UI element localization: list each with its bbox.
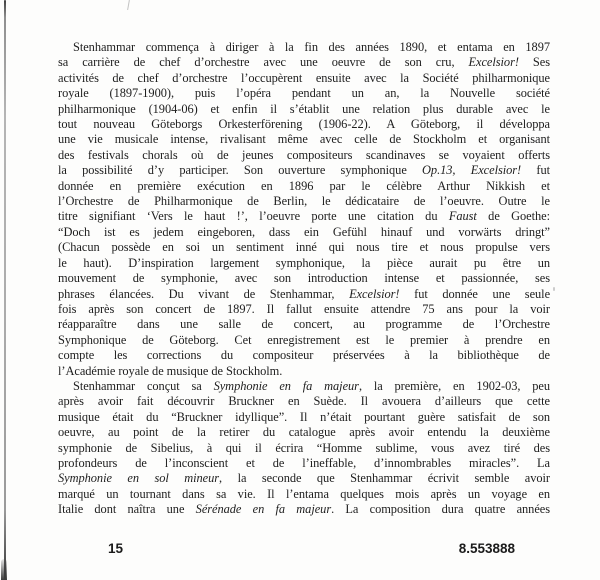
text-run: compte les corrections du compositeur préservées à la bibliothèque de: [58, 348, 550, 363]
text-line-p1-l22: [58, 364, 550, 379]
liner-notes-body-text: [58, 40, 550, 518]
scan-speck-artifact: [553, 287, 555, 291]
text-run: réapparaître dans une salle de concert, au programme de l’Orchestre: [58, 317, 550, 332]
text-line-p2-l3: [58, 410, 550, 425]
catalog-number: 8.553888: [458, 541, 515, 556]
italic-text-run: Excelsior!: [349, 286, 400, 301]
text-run: profondeurs de l’inconscient et de l’ineffable, d’innombrables miracles”. La: [58, 455, 550, 470]
text-run: Ses: [518, 55, 550, 70]
page-footer: [0, 541, 600, 561]
text-run: Stenhammar commença à diriger à la fin des années 1890, et entama en 1897: [73, 40, 550, 54]
text-line-p1-l14: [58, 240, 550, 255]
text-run: après avoir fait découvrir Bruckner en Suède. Il avouera d’ailleurs que cette: [58, 394, 550, 409]
page-number: 15: [108, 541, 124, 556]
text-line-p2-l9: [58, 502, 550, 517]
text-line-p2-l4: [58, 425, 550, 440]
text-line-p2-l1: [58, 379, 550, 394]
text-run: activités de chef d’orchestre l’occupèrent ensuite avec la Société philharmonique: [58, 70, 550, 85]
text-run: (Chacun possède en soi un sentiment inné qui nous tire et nous propulse vers: [58, 240, 550, 255]
text-run: philharmonique (1904-06) et enfin il s’établit une relation plus durable avec le: [58, 101, 550, 116]
text-line-p1-l7: [58, 132, 550, 147]
text-line-p2-l2: [58, 394, 550, 409]
text-run: fois après son concert de 1897. Il fallut ensuite attendre 75 ans pour la voir: [58, 301, 550, 316]
text-run: musique était du “Bruckner idyllique”. Il n’était pourtant guère satisfait de son: [58, 409, 550, 424]
text-run: phrases élancées. Du vivant de Stenhammar,: [58, 286, 350, 301]
text-run: sa carrière de chef d’orchestre avec une oeuvre de son cru,: [58, 55, 469, 70]
text-line-p1-l11: [58, 194, 550, 209]
italic-text-run: Faust: [448, 209, 477, 224]
text-line-p1-l9: [58, 163, 550, 178]
text-run: . La composition dura quatre années: [331, 502, 551, 517]
italic-text-run: Sérénade en fa majeur: [195, 502, 332, 517]
text-line-p2-l6: [58, 456, 550, 471]
text-line-p1-l15: [58, 256, 550, 271]
text-line-p1-l20: [58, 333, 550, 348]
text-line-p1-l21: [58, 348, 550, 363]
text-run: titre signifiant ‘Vers le haut !’, l’oeuvre porte une citation du: [58, 209, 449, 224]
text-line-p1-l17: [58, 287, 550, 302]
text-run: mouvement de symphonie, avec son introduction intense et passionnée, ses: [58, 271, 550, 286]
scan-edge-blob-artifact: [1, 559, 7, 580]
scan-scratch-artifact: [127, 0, 130, 10]
text-line-p1-l3: [58, 71, 550, 86]
text-line-p2-l7: [58, 471, 550, 486]
italic-text-run: Symphonie en sol mineur: [58, 471, 220, 486]
text-run: l’Orchestre de Philharmonique de Berlin, le dédicataire de l’oeuvre. Outre le: [58, 194, 550, 209]
text-line-p1-l2: [58, 55, 550, 70]
italic-text-run: Op.13, Excelsior!: [422, 163, 522, 178]
text-run: de Goethe:: [476, 209, 550, 224]
text-line-p1-l4: [58, 86, 550, 101]
text-run: le haut). D’inspiration largement symphonique, la pièce aurait pu être un: [58, 255, 550, 270]
text-run: tout nouveau Göteborgs Orkesterförening (1906-22). A Göteborg, il développa: [58, 117, 550, 132]
text-line-p1-l13: [58, 225, 550, 240]
text-line-p1-l18: [58, 302, 550, 317]
text-run: la possibilité d’y participer. Son ouverture symphonique: [58, 163, 423, 178]
text-run: Stenhammar conçut sa: [73, 378, 214, 393]
text-line-p1-l6: [58, 117, 550, 132]
text-line-p1-l8: [58, 148, 550, 163]
italic-text-run: Excelsior!: [468, 55, 519, 70]
text-run: “Doch ist es jedem eingeboren, dass ein Gefühl hinauf und vorwärts dringt”: [58, 224, 550, 239]
text-run: des festivals chorals où de jeunes compositeurs scandinaves se voyaient offerts: [58, 147, 550, 162]
text-line-p1-l10: [58, 179, 550, 194]
text-line-p1-l1: [58, 40, 550, 55]
text-line-p1-l5: [58, 102, 550, 117]
scan-edge-line-artifact: [4, 0, 6, 580]
text-run: fut donnée une seule: [399, 286, 551, 301]
text-run: Symphonique de Göteborg. Cet enregistrement est le premier à prendre en: [58, 332, 550, 347]
text-line-p2-l5: [58, 441, 550, 456]
italic-text-run: Symphonie en fa majeur: [213, 378, 359, 393]
text-run: , la première, en 1902-03, peu: [358, 378, 550, 393]
text-run: marqué un tournant dans sa vie. Il l’entama quelques mois après un voyage en: [58, 486, 550, 501]
text-line-p1-l16: [58, 271, 550, 286]
text-run: oeuvre, au point de la retirer du catalogue après avoir entendu la deuxième: [58, 425, 550, 440]
text-line-p1-l19: [58, 317, 550, 332]
text-run: fut: [521, 163, 550, 178]
text-run: royale (1897-1900), puis l’opéra pendant un an, la Nouvelle société: [58, 86, 550, 101]
text-run: Italie dont naîtra une: [58, 502, 196, 517]
text-line-p2-l8: [58, 487, 550, 502]
text-line-p1-l12: [58, 209, 550, 224]
text-run: donnée en première exécution en 1896 par le célèbre Arthur Nikkish et: [58, 178, 550, 193]
text-run: l’Académie royale de musique de Stockholm.: [58, 363, 283, 378]
text-run: , la seconde que Stenhammar écrivit semble avoir: [219, 471, 550, 486]
text-run: symphonie de Sibelius, à qui il écrira “Homme sublime, vous avez tiré des: [58, 440, 550, 455]
text-run: une vie musicale intense, rivalisant même avec celle de Stockholm et organisant: [58, 132, 550, 147]
